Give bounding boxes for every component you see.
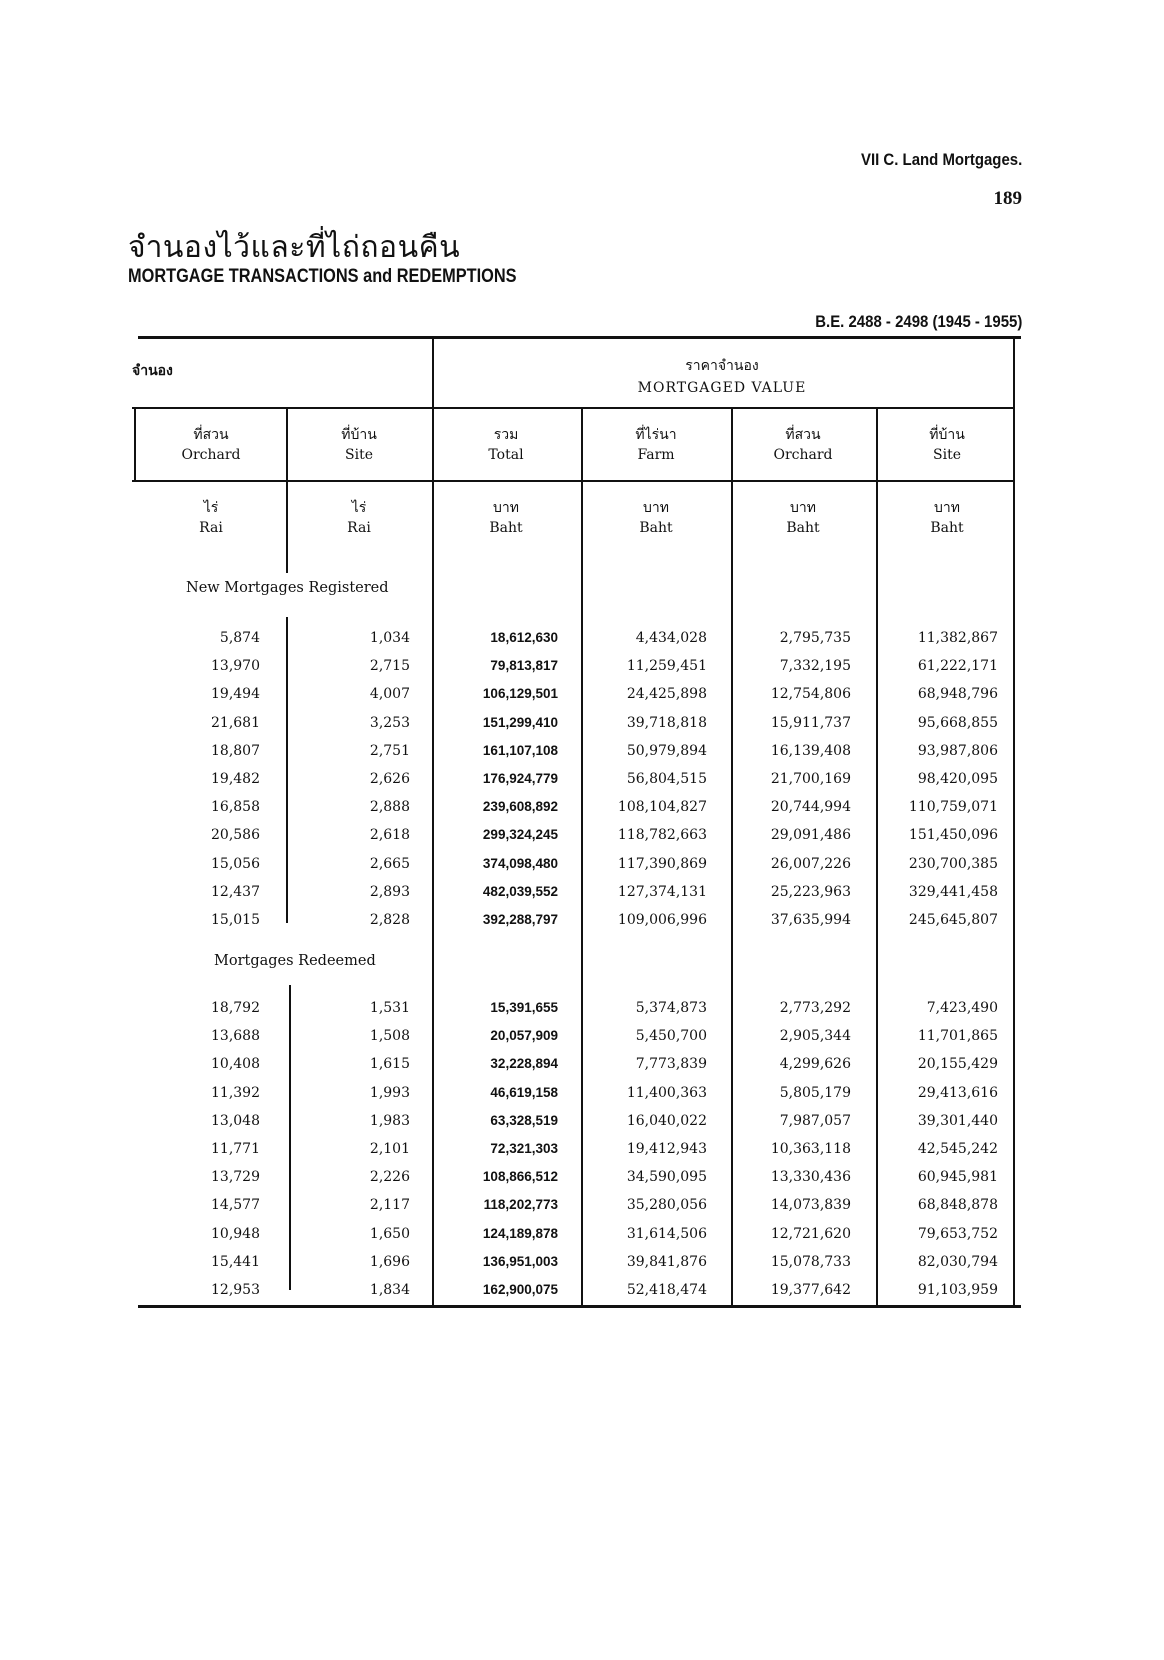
table-cell: 68,948,796 bbox=[917, 686, 998, 703]
table-cell: 31,614,506 bbox=[626, 1225, 707, 1242]
col-divider-5 bbox=[876, 408, 878, 1307]
table-cell: 29,413,616 bbox=[917, 1084, 998, 1101]
table-cell: 162,900,075 bbox=[482, 1282, 558, 1297]
table-cell: 1,650 bbox=[369, 1225, 410, 1242]
table-cell: 95,668,855 bbox=[917, 714, 998, 731]
table-cell: 37,635,994 bbox=[770, 912, 851, 928]
table-cell: 124,189,878 bbox=[482, 1225, 558, 1241]
table-cell: 61,222,171 bbox=[917, 658, 998, 675]
page-title: MORTGAGE TRANSACTIONS and REDEMPTIONS bbox=[128, 266, 517, 287]
col-header-orchard-rai: ที่สวน Orchard bbox=[181, 427, 241, 463]
table-cell: 18,612,630 bbox=[490, 630, 558, 645]
table-cell: 1,983 bbox=[369, 1112, 410, 1129]
table-cell: 2,618 bbox=[369, 827, 410, 844]
table-cell: 109,006,996 bbox=[617, 912, 707, 928]
table-cell: 127,374,131 bbox=[617, 883, 707, 900]
table-cell: 2,893 bbox=[369, 883, 410, 900]
table-cell: 12,953 bbox=[211, 1282, 260, 1298]
table-cell: 98,420,095 bbox=[917, 771, 998, 787]
col-header-total: รวม Total bbox=[488, 427, 524, 463]
table-cell: 2,888 bbox=[369, 799, 410, 816]
table-cell: 1,696 bbox=[369, 1253, 410, 1270]
col-divider-1c bbox=[289, 985, 291, 1290]
unit-orchard-rai: ไร่ Rai bbox=[199, 500, 223, 536]
section-header: VII C. Land Mortgages. bbox=[860, 150, 1022, 169]
table-cell: 7,423,490 bbox=[926, 1000, 998, 1016]
table-cell: 13,729 bbox=[211, 1169, 260, 1186]
table-cell: 392,288,797 bbox=[482, 912, 558, 927]
col-header-site-baht: ที่บ้าน Site bbox=[929, 427, 965, 463]
table-cell: 20,155,429 bbox=[917, 1056, 998, 1073]
table-cell: 2,751 bbox=[369, 742, 410, 759]
col-divider-1 bbox=[286, 408, 288, 573]
table-cell: 374,098,480 bbox=[482, 855, 558, 871]
table-cell: 15,078,733 bbox=[770, 1253, 851, 1270]
table-cell: 11,259,451 bbox=[626, 658, 707, 675]
table-cell: 161,107,108 bbox=[482, 742, 558, 758]
table-bottom-rule bbox=[138, 1305, 1021, 1308]
table-cell: 329,441,458 bbox=[908, 883, 998, 900]
table-cell: 2,795,735 bbox=[779, 630, 851, 646]
table-cell: 21,681 bbox=[211, 714, 260, 731]
table-cell: 34,590,095 bbox=[626, 1169, 707, 1186]
table-cell: 110,759,071 bbox=[908, 799, 998, 816]
table-cell: 151,450,096 bbox=[908, 827, 998, 844]
table-cell: 15,441 bbox=[211, 1253, 260, 1270]
unit-farm: บาท Baht bbox=[639, 500, 673, 536]
table-cell: 39,301,440 bbox=[917, 1112, 998, 1129]
table-cell: 108,866,512 bbox=[482, 1169, 558, 1185]
table-cell: 12,754,806 bbox=[770, 686, 851, 703]
table-cell: 106,129,501 bbox=[482, 686, 558, 702]
table-cell: 5,805,179 bbox=[779, 1084, 851, 1101]
table-cell: 2,715 bbox=[369, 658, 410, 675]
table-cell: 2,773,292 bbox=[779, 1000, 851, 1016]
table-cell: 42,545,242 bbox=[917, 1141, 998, 1157]
table-cell: 5,450,700 bbox=[635, 1028, 707, 1045]
table-cell: 13,688 bbox=[211, 1028, 260, 1045]
table-cell: 19,377,642 bbox=[770, 1282, 851, 1298]
table-cell: 5,874 bbox=[219, 630, 260, 646]
left-border bbox=[134, 408, 136, 482]
table-cell: 18,807 bbox=[211, 742, 260, 759]
table-cell: 15,015 bbox=[211, 912, 260, 928]
header-subrule-right bbox=[432, 407, 1013, 409]
table-cell: 2,101 bbox=[369, 1141, 410, 1157]
page-number: 189 bbox=[993, 188, 1022, 209]
table-cell: 1,508 bbox=[369, 1028, 410, 1045]
unit-site-baht: บาท Baht bbox=[930, 500, 964, 536]
table-cell: 11,701,865 bbox=[917, 1028, 998, 1045]
group-header-value-en: MORTGAGED VALUE bbox=[637, 380, 807, 396]
table-cell: 176,924,779 bbox=[482, 771, 558, 786]
table-cell: 39,841,876 bbox=[626, 1253, 707, 1270]
table-cell: 46,619,158 bbox=[490, 1084, 558, 1100]
table-cell: 482,039,552 bbox=[482, 883, 558, 899]
table-cell: 15,056 bbox=[211, 855, 260, 872]
table-cell: 11,382,867 bbox=[917, 630, 998, 646]
table-cell: 20,057,909 bbox=[490, 1028, 558, 1044]
units-rule bbox=[132, 480, 1013, 482]
header-subrule-left bbox=[132, 407, 432, 409]
table-cell: 1,834 bbox=[369, 1282, 410, 1298]
table-cell: 60,945,981 bbox=[917, 1169, 998, 1186]
table-cell: 1,615 bbox=[369, 1056, 410, 1073]
table-cell: 7,332,195 bbox=[779, 658, 851, 675]
table-cell: 4,299,626 bbox=[779, 1056, 851, 1073]
unit-site-rai: ไร่ Rai bbox=[347, 500, 371, 536]
table-cell: 2,226 bbox=[369, 1169, 410, 1186]
table-cell: 19,412,943 bbox=[626, 1141, 707, 1157]
table-cell: 35,280,056 bbox=[626, 1197, 707, 1214]
table-cell: 20,586 bbox=[211, 827, 260, 844]
table-cell: 7,987,057 bbox=[779, 1112, 851, 1129]
table-cell: 2,626 bbox=[369, 771, 410, 787]
col-header-farm: ที่ไร่นา Farm bbox=[635, 427, 677, 463]
unit-total: บาท Baht bbox=[489, 500, 523, 536]
table-cell: 15,391,655 bbox=[490, 1000, 558, 1015]
col-divider-3 bbox=[581, 408, 583, 1307]
table-cell: 151,299,410 bbox=[482, 714, 558, 730]
table-cell: 93,987,806 bbox=[917, 742, 998, 759]
table-cell: 4,434,028 bbox=[635, 630, 707, 646]
col-header-site-rai: ที่บ้าน Site bbox=[341, 427, 377, 463]
table-cell: 15,911,737 bbox=[770, 714, 851, 731]
table-cell: 108,104,827 bbox=[617, 799, 707, 816]
table-cell: 14,073,839 bbox=[770, 1197, 851, 1214]
table-cell: 91,103,959 bbox=[917, 1282, 998, 1298]
table-cell: 10,948 bbox=[211, 1225, 260, 1242]
table-cell: 13,048 bbox=[211, 1112, 260, 1129]
table-cell: 7,773,839 bbox=[635, 1056, 707, 1073]
table-cell: 39,718,818 bbox=[626, 714, 707, 731]
table-cell: 63,328,519 bbox=[490, 1112, 558, 1128]
table-cell: 18,792 bbox=[211, 1000, 260, 1016]
table-cell: 136,951,003 bbox=[482, 1253, 558, 1269]
table-cell: 11,771 bbox=[211, 1141, 260, 1157]
table-cell: 2,828 bbox=[369, 912, 410, 928]
table-cell: 4,007 bbox=[369, 686, 410, 703]
table-cell: 12,437 bbox=[211, 883, 260, 900]
table-cell: 56,804,515 bbox=[626, 771, 707, 787]
table-top-rule bbox=[138, 336, 1021, 339]
table-cell: 11,400,363 bbox=[626, 1084, 707, 1101]
table-cell: 10,408 bbox=[211, 1056, 260, 1073]
col-divider-4 bbox=[731, 408, 733, 1307]
table-cell: 2,665 bbox=[369, 855, 410, 872]
table-cell: 13,970 bbox=[211, 658, 260, 675]
table-cell: 16,858 bbox=[211, 799, 260, 816]
table-cell: 79,653,752 bbox=[917, 1225, 998, 1242]
group-header-value-thai: ราคาจำนอง bbox=[685, 358, 759, 374]
table-cell: 230,700,385 bbox=[908, 855, 998, 872]
unit-orchard-baht: บาท Baht bbox=[786, 500, 820, 536]
table-cell: 3,253 bbox=[369, 714, 410, 731]
table-cell: 12,721,620 bbox=[770, 1225, 851, 1242]
table-cell: 2,117 bbox=[369, 1197, 410, 1214]
table-cell: 82,030,794 bbox=[917, 1253, 998, 1270]
table-cell: 118,782,663 bbox=[617, 827, 707, 844]
table-cell: 16,139,408 bbox=[770, 742, 851, 759]
table-cell: 32,228,894 bbox=[490, 1056, 558, 1072]
table-cell: 1,531 bbox=[369, 1000, 410, 1016]
table-cell: 72,321,303 bbox=[490, 1141, 558, 1156]
table-cell: 16,040,022 bbox=[626, 1112, 707, 1129]
table-cell: 20,744,994 bbox=[770, 799, 851, 816]
group-header-mortgaged: จำนอง bbox=[132, 363, 173, 379]
table-cell: 26,007,226 bbox=[770, 855, 851, 872]
col-header-orchard-baht: ที่สวน Orchard bbox=[773, 427, 833, 463]
title-thai: จำนองไว้และที่ไถ่ถอนคืน bbox=[128, 230, 461, 265]
table-cell: 299,324,245 bbox=[482, 827, 558, 843]
period-label: B.E. 2488 - 2498 (1945 - 1955) bbox=[814, 312, 1022, 331]
table-cell: 245,645,807 bbox=[908, 912, 998, 928]
table-cell: 29,091,486 bbox=[770, 827, 851, 844]
table-cell: 239,608,892 bbox=[482, 799, 558, 815]
table-cell: 118,202,773 bbox=[483, 1197, 558, 1213]
table-cell: 1,993 bbox=[369, 1084, 410, 1101]
table-cell: 25,223,963 bbox=[770, 883, 851, 900]
table-cell: 24,425,898 bbox=[626, 686, 707, 703]
table-cell: 10,363,118 bbox=[770, 1141, 851, 1157]
table-cell: 2,905,344 bbox=[779, 1028, 851, 1045]
table-cell: 14,577 bbox=[211, 1197, 260, 1214]
group-divider bbox=[432, 338, 434, 1307]
table-cell: 79,813,817 bbox=[490, 658, 558, 674]
table-cell: 52,418,474 bbox=[626, 1282, 707, 1298]
table-cell: 68,848,878 bbox=[917, 1197, 998, 1214]
section-label-new: New Mortgages Registered bbox=[186, 580, 389, 596]
right-border bbox=[1013, 338, 1015, 1307]
table-cell: 19,482 bbox=[211, 771, 260, 787]
table-cell: 1,034 bbox=[369, 630, 410, 646]
table-cell: 117,390,869 bbox=[617, 855, 707, 872]
table-cell: 21,700,169 bbox=[770, 771, 851, 787]
table-cell: 11,392 bbox=[211, 1084, 260, 1101]
col-divider-1b bbox=[286, 617, 288, 923]
section-label-redeemed: Mortgages Redeemed bbox=[214, 953, 376, 969]
table-cell: 5,374,873 bbox=[635, 1000, 707, 1016]
table-cell: 50,979,894 bbox=[626, 742, 707, 759]
table-cell: 19,494 bbox=[211, 686, 260, 703]
table-cell: 13,330,436 bbox=[770, 1169, 851, 1186]
